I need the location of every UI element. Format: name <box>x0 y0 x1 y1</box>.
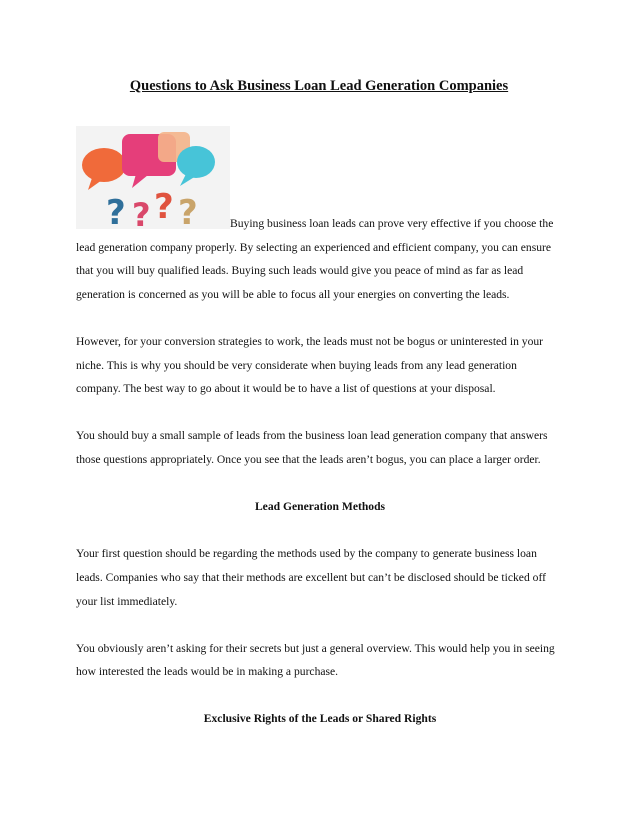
paragraph-4: Your first question should be regarding the methods used by the company to generate business loan leads. Companies who say that their methods are excellent but can’t be disclosed should be ticked off your list immediately. <box>76 547 546 608</box>
paragraph-2: However, for your conversion strategies to work, the leads must not be bogus or uninterested in your niche. This is why you should be very considerate when buying leads from any lead generation company. The best way to go about it would be to have a list of questions at your disposal. <box>76 334 544 396</box>
paragraph-1-text: Buying business loan leads can prove very effective if you choose the lead generation company properly. By selecting an experienced and efficient company, you can ensure that you will buy qualified leads. Buying such leads would give you peace of mind as far as lead generation is concerned as you will be able to focus all your energies on converting the leads. <box>76 217 554 301</box>
section-heading-lead-generation-methods: Lead Generation Methods <box>254 500 386 514</box>
speech-bubbles-question-marks-icon <box>76 126 230 229</box>
document-body <box>76 187 564 755</box>
paragraph-1 <box>76 187 564 306</box>
svg-text:?: ? <box>132 196 151 229</box>
paragraph-5: You obviously aren’t asking for their secrets but just a general overview. This would help you in seeing how interested the leads would be in making a purchase. <box>76 641 555 679</box>
section-heading-exclusive-rights: Exclusive Rights of the Leads or Shared Rights <box>203 712 437 726</box>
svg-text:?: ? <box>154 187 174 227</box>
svg-text:?: ? <box>178 193 198 229</box>
svg-text:?: ? <box>106 193 126 229</box>
paragraph-3: You should buy a small sample of leads from the business loan lead generation company that answers those questions appropriately. Once you see that the leads aren’t bogus, you can place a larger order. <box>76 429 548 466</box>
document-title: Questions to Ask Business Loan Lead Generation Companies <box>129 78 509 94</box>
